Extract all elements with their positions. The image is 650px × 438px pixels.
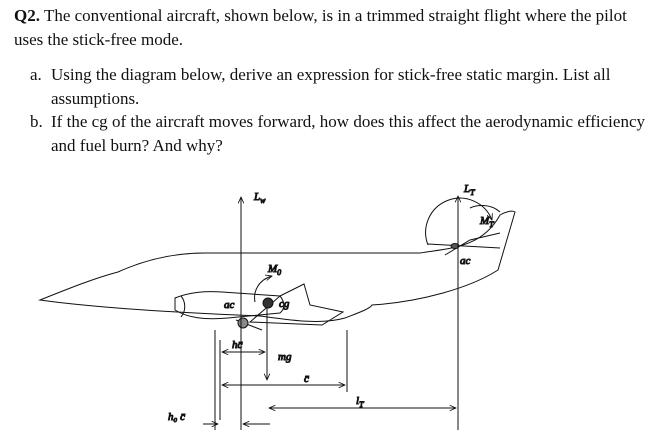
label-tail-arm: $l_T$ (356, 395, 364, 409)
part-a-marker: a. (30, 65, 42, 84)
label-moment-tail: $M_T$ (480, 215, 494, 229)
label-cbar: c̄ (304, 373, 309, 385)
label-ac-wing: ac (224, 299, 235, 311)
label-lift-wing: $L_w$ (254, 191, 266, 205)
label-ac-tail: ac (460, 255, 471, 267)
wing-ac-dot (238, 318, 248, 328)
question-parts (30, 63, 645, 157)
question-text (14, 4, 644, 52)
label-h0-cbar: h₀ c̄ (168, 411, 185, 423)
label-weight: mg (278, 351, 292, 363)
question-body: The conventional aircraft, shown below, is in a trimmed straight flight where the pilot uses the stick-free mode. (14, 6, 627, 49)
part-a (30, 63, 645, 110)
part-b (30, 110, 645, 157)
label-h-cbar: hc̄ (232, 339, 243, 351)
label-cg: cg (279, 298, 290, 310)
fuselage (40, 211, 515, 321)
question-number: Q2. (14, 6, 40, 25)
part-b-marker: b. (30, 112, 43, 131)
label-lift-tail: $L_T$ (464, 183, 475, 197)
part-a-text: Using the diagram below, derive an expression for stick-free static margin. List all assumptions. (51, 65, 611, 108)
cg-dot (263, 298, 273, 308)
label-moment-zero: $M_0$ (268, 263, 282, 277)
aircraft-diagram (0, 170, 650, 438)
part-b-text: If the cg of the aircraft moves forward, how does this affect the aerodynamic efficiency and fuel burn? And why? (51, 112, 645, 155)
